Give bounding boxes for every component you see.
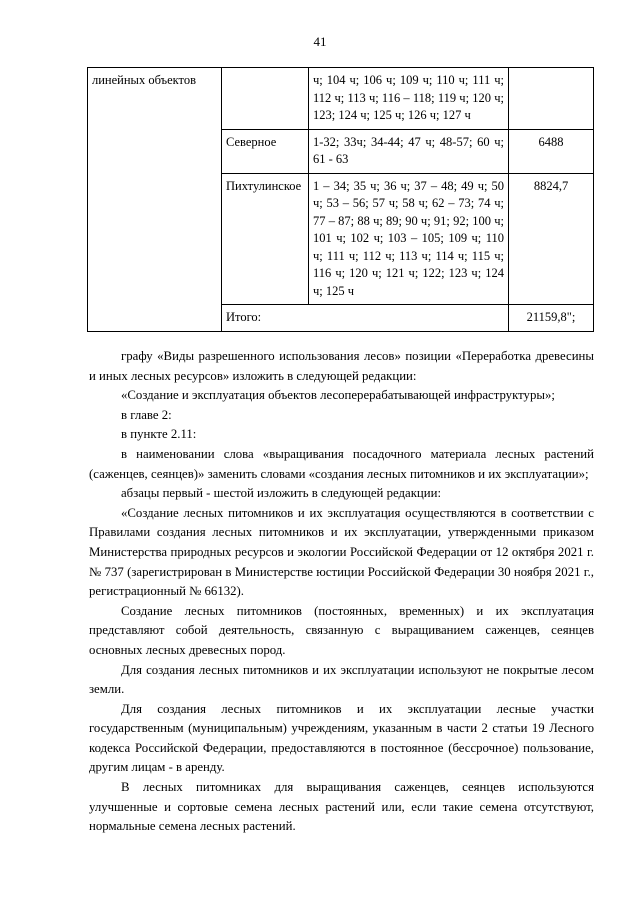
paragraph: графу «Виды разрешенного использования лесов» позиции «Переработка древесины и иных лесных ресурсов» изложить в следующей редакции: bbox=[89, 349, 594, 383]
table-row bbox=[88, 68, 594, 130]
paragraph: в пункте 2.11: bbox=[121, 427, 197, 442]
area-value-cell bbox=[509, 68, 594, 130]
quarters-cell: 1-32; 33ч; 34-44; 47 ч; 48-57; 60 ч; 61 - 63 bbox=[309, 129, 509, 173]
paragraph: Для создания лесных питомников и их эксплуатации используют не покрытые лесом земли. bbox=[89, 662, 594, 697]
paragraph: В лесных питомниках для выращивания саженцев, сеянцев используются улучшенные и сортовые семена лесных растений или, если такие семена отсутствуют, нормальные семена лесных растений. bbox=[89, 780, 594, 834]
area-name-cell: Пихтулинское bbox=[222, 173, 309, 305]
quarters-cell: ч; 104 ч; 106 ч; 109 ч; 110 ч; 111 ч; 112 ч; 113 ч; 116 – 118; 119 ч; 120 ч; 123; 124 ч; 125 ч; 126 ч; 127 ч bbox=[309, 68, 509, 130]
area-value-cell: 6488 bbox=[509, 129, 594, 173]
paragraph: Создание лесных питомников (постоянных, временных) и их эксплуатация представляют собой деятельность, связанную с выращиванием саженцев, сеянцев основных лесных древесных пород. bbox=[89, 603, 594, 657]
document-body bbox=[89, 347, 594, 837]
area-name-cell bbox=[222, 68, 309, 130]
paragraph: в наименовании слова «выращивания посадочного материала лесных растений (саженцев, сеянцев)» заменить словами «создания лесных питомников и их эксплуатации»; bbox=[89, 446, 594, 481]
total-value-cell: 21159,8"; bbox=[509, 305, 594, 332]
area-name-cell: Северное bbox=[222, 129, 309, 173]
quarters-cell: 1 – 34; 35 ч; 36 ч; 37 – 48; 49 ч; 50 ч; 53 – 56; 57 ч; 58 ч; 62 – 73; 74 ч; 77 – 87; 88 ч; 89; 90 ч; 91; 92; 100 ч; 101 ч; 102 ч; 103 – 105; 109 ч; 110 ч; 111 ч; 112 ч; 113 ч; 114 ч; 115 ч; 116 ч; 120 ч; 121 ч; 122; 123 ч; 124 ч; 125 ч bbox=[309, 173, 509, 305]
total-label-cell: Итого: bbox=[222, 305, 509, 332]
paragraph: Для создания лесных питомников и их эксплуатации лесные участки государственным (муниципальным) учреждениям, указанным в части 2 статьи 19 Лесного кодекса Российской Федерации, предоставляются в постоянное (бессрочное) пользование, другим лицам - в аренду. bbox=[89, 701, 594, 775]
forest-areas-table bbox=[87, 67, 594, 332]
page-number: 41 bbox=[313, 34, 327, 49]
paragraph: в главе 2: bbox=[121, 407, 172, 422]
paragraph: «Создание и эксплуатация объектов лесоперерабатывающей инфраструктуры»; bbox=[121, 388, 555, 403]
area-value-cell: 8824,7 bbox=[509, 173, 594, 305]
category-cell: линейных объектов bbox=[88, 68, 222, 332]
paragraph: абзацы первый - шестой изложить в следующей редакции: bbox=[121, 486, 442, 501]
paragraph: «Создание лесных питомников и их эксплуатация осуществляются в соответствии с Правилами создания лесных питомников и их эксплуатации, утвержденными приказом Министерства природных ресурсов и экологии Российской Федерации от 12 октября 2021 г. № 737 (зарегистрирован в Министерстве юстиции Российской Федерации 30 ноября 2021 г., регистрационный № 66132). bbox=[89, 505, 594, 599]
